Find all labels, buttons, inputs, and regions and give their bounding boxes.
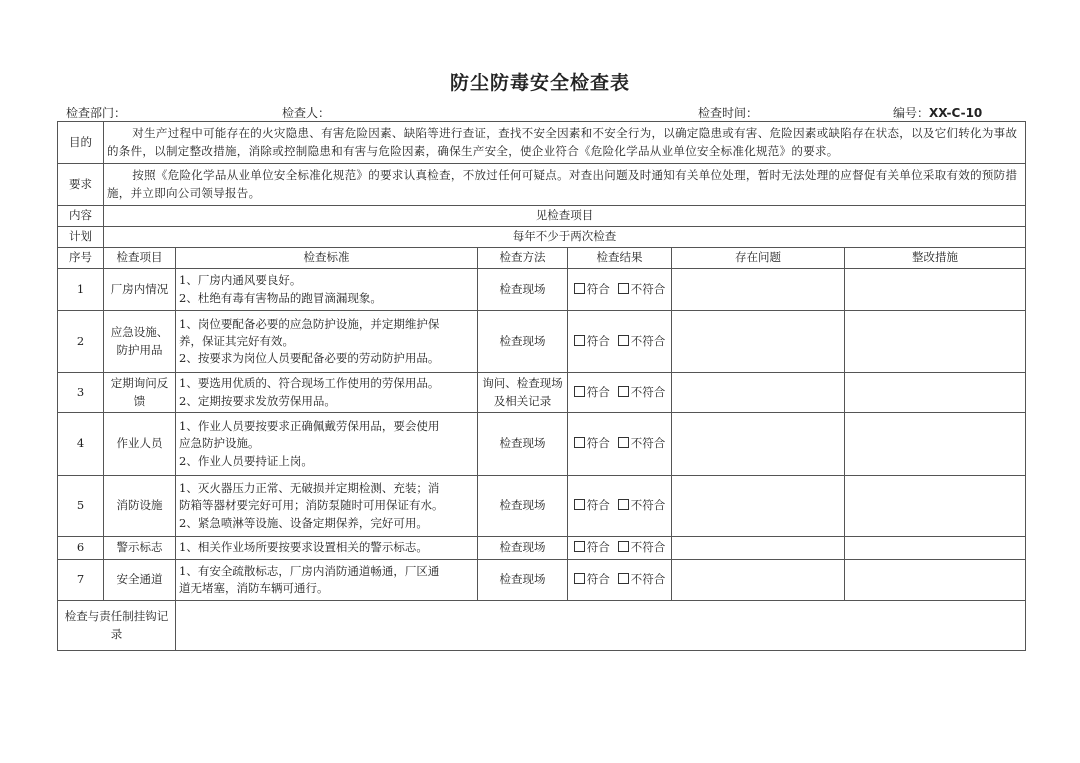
ok-checkbox[interactable]	[574, 540, 610, 554]
content-row	[58, 206, 1026, 227]
ok-checkbox[interactable]	[574, 334, 610, 348]
footer-row	[58, 601, 1026, 651]
ok-label: 符合	[586, 498, 610, 513]
row-standard	[176, 476, 478, 537]
header-item: 检查项目	[104, 248, 176, 269]
checkbox-icon	[574, 541, 585, 552]
purpose-label: 目的	[58, 122, 104, 164]
checkbox-icon	[618, 386, 629, 397]
table-row	[58, 269, 1026, 311]
row-seq: 2	[58, 311, 104, 373]
row-seq: 1	[58, 269, 104, 311]
checkbox-icon	[618, 437, 629, 448]
row-seq: 6	[58, 537, 104, 560]
page-title: 防尘防毒安全检查表	[449, 72, 630, 94]
table-row	[58, 476, 1026, 537]
standard-line: 1、作业人员要按要求正确佩戴劳保用品，要会使用	[179, 419, 440, 434]
standard-line: 2、紧急喷淋等设施、设备定期保养，完好可用。	[179, 515, 428, 530]
standard-line: 防箱等器材要完好可用；消防泵随时可用保证有水。	[179, 498, 444, 513]
row-standard	[176, 373, 478, 413]
row-issues-field[interactable]	[672, 476, 845, 537]
row-seq: 5	[58, 476, 104, 537]
checkbox-icon	[618, 541, 629, 552]
plan-label: 计划	[58, 227, 104, 248]
table-row	[58, 560, 1026, 601]
row-issues-field[interactable]	[672, 269, 845, 311]
row-item: 定期询问反馈	[104, 373, 176, 413]
row-method: 检查现场	[478, 476, 568, 537]
not-ok-label: 不符合	[630, 333, 666, 348]
not-ok-label: 不符合	[630, 384, 666, 399]
standard-line: 1、岗位要配备必要的应急防护设施，并定期维护保	[179, 316, 440, 331]
not-ok-checkbox[interactable]	[618, 540, 666, 554]
header-measures: 整改措施	[845, 248, 1026, 269]
ok-checkbox[interactable]	[574, 436, 610, 450]
plan-value: 每年不少于两次检查	[104, 227, 1026, 248]
header-result: 检查结果	[568, 248, 672, 269]
number-value: XX-C-10	[929, 106, 983, 120]
time-label: 检查时间：	[698, 106, 759, 120]
standard-line: 1、厂房内通风要良好。	[179, 273, 302, 288]
ok-label: 符合	[586, 333, 610, 348]
row-result	[568, 373, 672, 413]
row-measures-field[interactable]	[845, 560, 1026, 601]
standard-line: 2、作业人员要持证上岗。	[179, 453, 313, 468]
row-seq: 3	[58, 373, 104, 413]
row-result	[568, 311, 672, 373]
row-seq: 7	[58, 560, 104, 601]
ok-checkbox[interactable]	[574, 385, 610, 399]
checkbox-icon	[618, 573, 629, 584]
row-result	[568, 537, 672, 560]
ok-checkbox[interactable]	[574, 498, 610, 512]
standard-line: 1、有安全疏散标志，厂房内消防通道畅通，厂区通	[179, 563, 440, 578]
not-ok-label: 不符合	[630, 436, 666, 451]
not-ok-checkbox[interactable]	[618, 572, 666, 586]
ok-checkbox[interactable]	[574, 572, 610, 586]
table-row	[58, 373, 1026, 413]
row-standard	[176, 537, 478, 560]
row-standard	[176, 269, 478, 311]
table-row	[58, 413, 1026, 476]
row-item: 作业人员	[104, 413, 176, 476]
not-ok-checkbox[interactable]	[618, 436, 666, 450]
standard-line: 1、灭火器压力正常、无破损并定期检测、充装；消	[179, 481, 440, 496]
row-measures-field[interactable]	[845, 476, 1026, 537]
standard-line: 1、相关作业场所要按要求设置相关的警示标志。	[179, 540, 428, 555]
table-row	[58, 311, 1026, 373]
row-result	[568, 269, 672, 311]
content-value: 见检查项目	[104, 206, 1026, 227]
row-issues-field[interactable]	[672, 373, 845, 413]
row-issues-field[interactable]	[672, 311, 845, 373]
checkbox-icon	[574, 499, 585, 510]
row-item: 消防设施	[104, 476, 176, 537]
header-issues: 存在问题	[672, 248, 845, 269]
ok-label: 符合	[586, 436, 610, 451]
inspector-label: 检查人：	[282, 106, 331, 120]
dept-label: 检查部门：	[66, 106, 127, 120]
table-row	[58, 537, 1026, 560]
row-method: 检查现场	[478, 560, 568, 601]
ok-label: 符合	[586, 572, 610, 587]
row-method: 检查现场	[478, 413, 568, 476]
row-standard	[176, 413, 478, 476]
row-method: 检查现场	[478, 537, 568, 560]
checkbox-icon	[574, 573, 585, 584]
purpose-text: 对生产过程中可能存在的火灾隐患、有害危险因素、缺陷等进行查证，查找不安全因素和不安全行为，以确定隐患或有害、危险因素或缺陷存在状态，以及它们转化为事故的条件，以制定整改措施，消除或控制隐患和有害与危险因素，确保生产安全，使企业符合《危险化学品从业单位安全标准化规范》的要求。	[104, 122, 1026, 164]
content-label: 内容	[58, 206, 104, 227]
row-measures-field[interactable]	[845, 269, 1026, 311]
row-issues-field[interactable]	[672, 413, 845, 476]
checkbox-icon	[574, 437, 585, 448]
row-measures-field[interactable]	[845, 373, 1026, 413]
row-item: 安全通道	[104, 560, 176, 601]
header-row	[58, 248, 1026, 269]
row-result	[568, 560, 672, 601]
not-ok-label: 不符合	[630, 281, 666, 296]
requirement-text: 按照《危险化学品从业单位安全标准化规范》的要求认真检查，不放过任何可疑点。对查出问题及时通知有关单位处理，暂时无法处理的应督促有关单位采取有效的预防措施，并立即向公司领导报告。	[104, 164, 1026, 206]
row-measures-field[interactable]	[845, 311, 1026, 373]
header-seq: 序号	[58, 248, 104, 269]
row-measures-field[interactable]	[845, 413, 1026, 476]
checkbox-icon	[618, 283, 629, 294]
row-standard	[176, 560, 478, 601]
checkbox-icon	[574, 283, 585, 294]
header-standard: 检查标准	[176, 248, 478, 269]
row-standard	[176, 311, 478, 373]
not-ok-checkbox[interactable]	[618, 334, 666, 348]
checkbox-icon	[618, 335, 629, 346]
standard-line: 1、要选用优质的、符合现场工作使用的劳保用品。	[179, 376, 440, 391]
form-number	[893, 104, 982, 121]
row-item: 警示标志	[104, 537, 176, 560]
standard-line: 2、定期按要求发放劳保用品。	[179, 393, 336, 408]
row-seq: 4	[58, 413, 104, 476]
standard-line: 应急防护设施。	[179, 436, 260, 451]
row-method: 检查现场	[478, 311, 568, 373]
not-ok-checkbox[interactable]	[618, 498, 666, 512]
row-measures-field[interactable]	[845, 537, 1026, 560]
standard-line: 2、按要求为岗位人员要配备必要的劳动防护用品。	[179, 351, 440, 366]
standard-line: 养，保证其完好有效。	[179, 333, 294, 348]
row-item: 应急设施、防护用品	[104, 311, 176, 373]
row-issues-field[interactable]	[672, 560, 845, 601]
requirement-label: 要求	[58, 164, 104, 206]
footer-record-field[interactable]	[176, 601, 1026, 651]
checkbox-icon	[618, 499, 629, 510]
row-result	[568, 413, 672, 476]
not-ok-label: 不符合	[630, 498, 666, 513]
ok-label: 符合	[586, 281, 610, 296]
purpose-row	[58, 122, 1026, 164]
not-ok-label: 不符合	[630, 572, 666, 587]
row-issues-field[interactable]	[672, 537, 845, 560]
ok-label: 符合	[586, 384, 610, 399]
plan-row	[58, 227, 1026, 248]
requirement-row	[58, 164, 1026, 206]
row-method: 询问、检查现场及相关记录	[478, 373, 568, 413]
number-label: 编号：	[893, 106, 930, 120]
standard-line: 道无堵塞，消防车辆可通行。	[179, 581, 329, 595]
standard-line: 2、杜绝有毒有害物品的跑冒滴漏现象。	[179, 290, 382, 305]
ok-checkbox[interactable]	[574, 282, 610, 296]
row-method: 检查现场	[478, 269, 568, 311]
not-ok-checkbox[interactable]	[618, 385, 666, 399]
row-item: 厂房内情况	[104, 269, 176, 311]
footer-label: 检查与责任制挂钩记录	[58, 601, 176, 651]
inspection-table	[57, 121, 1026, 651]
row-result	[568, 476, 672, 537]
not-ok-label: 不符合	[630, 540, 666, 555]
checkbox-icon	[574, 386, 585, 397]
ok-label: 符合	[586, 540, 610, 555]
header-method: 检查方法	[478, 248, 568, 269]
not-ok-checkbox[interactable]	[618, 282, 666, 296]
checkbox-icon	[574, 335, 585, 346]
